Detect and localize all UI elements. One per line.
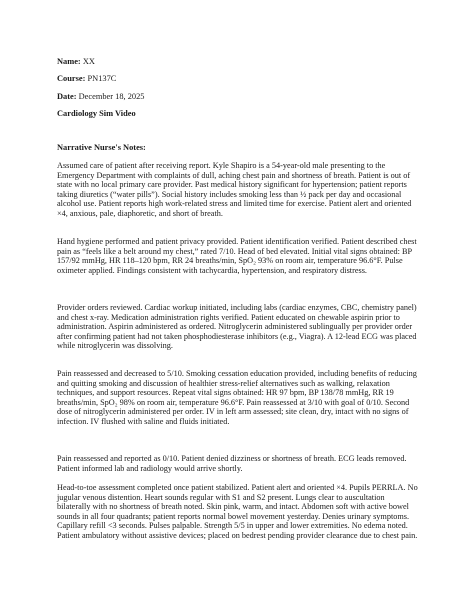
course-line bbox=[57, 74, 116, 84]
note-paragraph-4: Pain reassessed and decreased to 5/10. Smoking cessation education provided, including benefits of reducing and quitting smoking and discussion of healthier stress-relief alternatives such as walking, relaxation techniques, and support resources. Repeat vital signs obtained: HR 97 bpm, BP 138/78 mmHg, RR 19 breaths/min, SpO₂ 98% on room air, temperature 96.6°F. Pain reassessed at 3/10 with goal of 0/10. Second dose of nitroglycerin administered per order. IV in left arm assessed; site clean, dry, intact with no signs of infection. IV flushed with saline and fluids initiated. bbox=[57, 369, 417, 426]
date-line bbox=[57, 92, 144, 102]
video-title: Cardiology Sim Video bbox=[57, 109, 136, 118]
course-label: Course: bbox=[57, 74, 86, 83]
note-paragraph-3: Provider orders reviewed. Cardiac workup initiated, including labs (cardiac enzymes, CBC, chemistry panel) and chest x-ray. Medication administration rights verified. Patient educated on chewable aspirin prior to administration. Aspirin administered as ordered. Nitroglycerin administered sublingually per provider order after confirming patient had not taken phosphodiesterase inhibitors (e.g., Viagra). A 12-lead ECG was placed while nitroglycerin was dissolving. bbox=[57, 303, 417, 351]
name-value: XX bbox=[82, 57, 95, 66]
date-label: Date: bbox=[57, 92, 77, 101]
name-line bbox=[57, 57, 95, 67]
name-label: Name: bbox=[57, 57, 81, 66]
note-paragraph-6: Head-to-toe assessment completed once patient stabilized. Patient alert and oriented ×4. Pupils PERRLA. No jugular venous distention. Heart sounds regular with S1 and S2 present. Lungs clear to auscultation bilaterally with no shortness of breath noted. Skin pink, warm, and intact. Abdomen soft with active bowel sounds in all four quadrants; patient reports normal bowel movement yesterday. Denies urinary symptoms. Capillary refill <3 seconds. Pulses palpable. Strength 5/5 in upper and lower extremities. No edema noted. Patient ambulatory without assistive devices; placed on bedrest pending provider clearance due to chest pain. bbox=[57, 483, 418, 540]
note-paragraph-2: Hand hygiene performed and patient privacy provided. Patient identification verified. Patient described chest pain as “feels like a belt around my chest,” rated 7/10. Head of bed elevated. Initial vital signs obtained: BP 157/92 mmHg, HR 118–120 bpm, RR 24 breaths/min, SpO₂ 93% on room air, temperature 96.6°F. Pulse oximeter applied. Findings consistent with tachycardia, hypertension, and respiratory distress. bbox=[57, 237, 417, 275]
notes-title: Narrative Nurse's Notes: bbox=[57, 143, 146, 152]
note-paragraph-5: Pain reassessed and reported as 0/10. Patient denied dizziness or shortness of breath. ECG leads removed. Patient informed lab and radiology would arrive shortly. bbox=[57, 454, 407, 473]
date-value: December 18, 2025 bbox=[78, 92, 145, 101]
note-paragraph-1: Assumed care of patient after receiving report. Kyle Shapiro is a 54-year-old male presenting to the Emergency Department with complaints of dull, aching chest pain and shortness of breath. Patient is out of state with no local primary care provider. Past medical history significant for hypertension; patient reports taking diuretics (“water pills”). Social history includes smoking less than ½ pack per day and occasional alcohol use. Patient reports high work-related stress and limited time for exercise. Patient alert and oriented ×4, anxious, pale, diaphoretic, and short of breath. bbox=[57, 161, 412, 218]
course-value: PN137C bbox=[87, 74, 117, 83]
